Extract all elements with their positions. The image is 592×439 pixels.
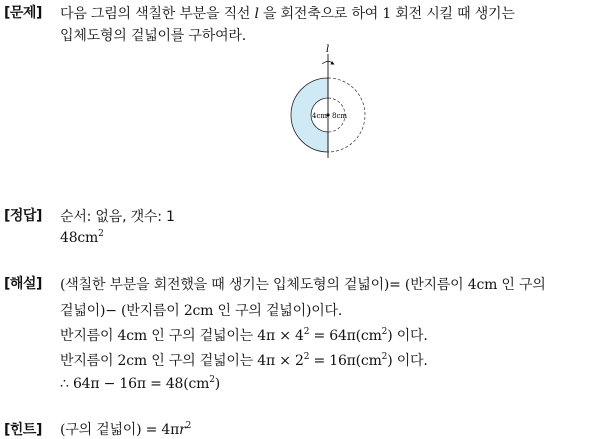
- solution-line-4: [60, 350, 428, 370]
- answer-value-text: 48cm: [60, 230, 99, 246]
- outer-radius-label: 8cm: [332, 112, 348, 120]
- axis-label: l: [326, 44, 330, 55]
- inner-radius-label: 4cm: [312, 112, 328, 120]
- solution-line-5-a: ∴ 64π − 16π = 48(cm: [60, 376, 210, 392]
- problem-line-2: 입체도형의 겉넓이를 구하여라.: [60, 28, 246, 44]
- hint-variable: r: [179, 422, 186, 438]
- solution-line-3-exp-2: 2: [381, 327, 388, 337]
- hint-text: (구의 겉넓이) = 4π: [60, 422, 180, 438]
- solution-line-5: [60, 376, 220, 392]
- hint-line: [60, 419, 191, 439]
- solution-line-3-a: 반지름이 4cm 인 구의 겉넓이는 4π × 4: [60, 328, 304, 344]
- solution-line-4-exp-2: 2: [381, 352, 388, 362]
- rotation-figure: [286, 42, 366, 162]
- solution-line-1: (색칠한 부분을 회전했을 때 생기는 입체도형의 겉넓이)= (반지름이 4cm 인 구의: [60, 277, 546, 293]
- problem-text-b: 을 회전축으로 하여 1 회전 시킬 때 생기는: [263, 6, 515, 22]
- solution-line-4-exp-1: 2: [303, 352, 310, 362]
- answer-line-1: 순서: 없음, 갯수: 1: [60, 209, 175, 225]
- solution-line-3-c: ) 이다.: [387, 328, 428, 344]
- solution-line-4-b: = 16π(cm: [309, 353, 382, 369]
- answer-label: [정답]: [4, 208, 42, 224]
- solution-line-2: 겉넓이)− (반지름이 2cm 인 구의 겉넓이)이다.: [60, 303, 343, 319]
- problem-label: [문제]: [4, 5, 42, 21]
- solution-line-3-b: = 64π(cm: [309, 328, 382, 344]
- solution-line-4-a: 반지름이 2cm 인 구의 겉넓이는 4π × 2: [60, 353, 304, 369]
- solution-label: [해설]: [4, 276, 42, 292]
- arrowhead-icon: [331, 61, 335, 65]
- problem-line-1: [60, 3, 515, 23]
- solution-line-5-exp: 2: [209, 375, 215, 385]
- solution-line-3-exp-1: 2: [303, 327, 310, 337]
- hint-exponent: 2: [185, 421, 192, 431]
- solution-line-4-c: ) 이다.: [387, 353, 428, 369]
- hint-label: [힌트]: [4, 422, 42, 438]
- solution-line-5-b: ): [214, 376, 221, 392]
- answer-exponent: 2: [98, 229, 104, 239]
- problem-text-a: 다음 그림의 색칠한 부분을 직선: [60, 6, 251, 22]
- axis-variable: l: [254, 6, 259, 22]
- solution-line-3: [60, 325, 428, 345]
- answer-value: [60, 230, 104, 246]
